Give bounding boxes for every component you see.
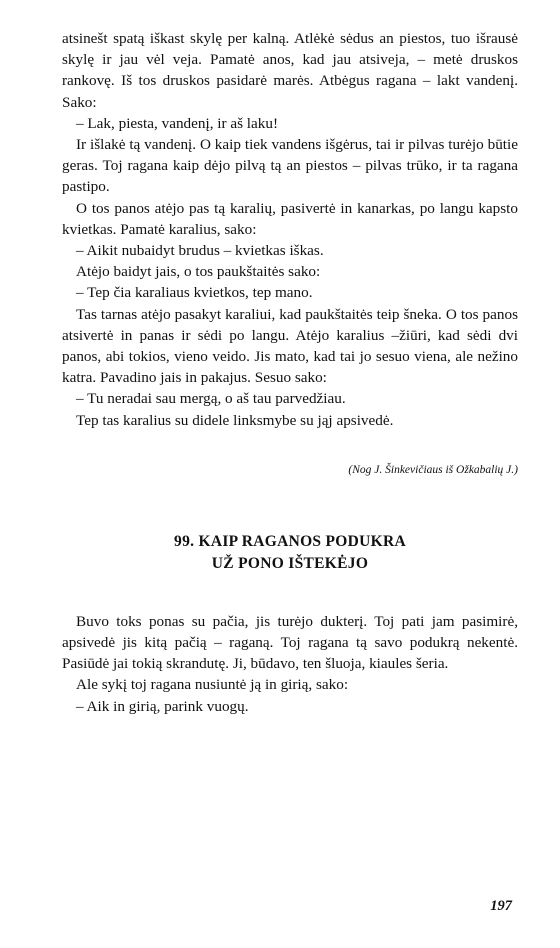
paragraph: – Tu neradai sau mergą, o aš tau parvedžiau. (76, 390, 346, 408)
paragraph: – Lak, piesta, vandenį, ir aš laku! (76, 114, 279, 132)
paragraph: Ale sykį toj ragana nusiuntė ją in girią, sako: (76, 676, 349, 694)
paragraph: O tos panos atėjo pas tą karalių, pasivertė in kanarkas, po langu kapsto kvietkas. Pamatė karalius, sako: (62, 199, 518, 238)
paragraph: – Aikit nubaidyt brudus – kvietkas iškas. (76, 242, 324, 260)
story-title-line-1: 99. KAIP RAGANOS PODUKRA (174, 532, 406, 550)
book-page (62, 28, 518, 717)
paragraph: Atėjo baidyt jais, o tos paukštaitės sako: (76, 263, 321, 281)
paragraph: – Tep čia karaliaus kvietkos, tep mano. (76, 284, 313, 302)
paragraph: Buvo toks ponas su pačia, jis turėjo dukterį. Toj pati jam pasimirė, apsivedė jis kitą pačią – raganą. Toj ragana tą savo podukrą nekentė. Pasiūdė jai tokią skrandutę. Ji, būdavo, ten šluoja, kiaules šeria. (62, 612, 518, 673)
story-title (62, 531, 518, 575)
paragraph: Tep tas karalius su didele linksmybe su jąj apsivedė. (76, 411, 394, 429)
page-number: 197 (490, 898, 512, 914)
paragraph: Tas tarnas atėjo pasakyt karaliui, kad paukštaitės teip šneka. O tos panos atsivertė in panas ir sėdi po langu. Atėjo karalius –žiūri, kad sėdi dvi panos, abi tokios, vieno veido. Jis mato, kad tai jo sesuo viena, ale nežino katra. Pavadino jais in pakajus. Sesuo sako: (62, 305, 518, 387)
story-99-text (62, 611, 518, 717)
paragraph: – Aik in girią, parink vuogų. (76, 697, 249, 715)
paragraph: atsinešt spatą iškast skylę per kalną. Atlėkė sėdus an piestos, tuo išrausė skylę ir jau vėl veja. Pamatė anos, kad jau atsiveja, – metė druskos rankovę. Iš tos druskos pasidarė marės. Atbėgus ragana – lakt vandenį. Sako: (62, 30, 518, 111)
story-98-continuation (62, 28, 518, 479)
story-title-line-2: UŽ PONO IŠTEKĖJO (211, 554, 369, 572)
source-note: (Nog J. Šinkevičiaus iš Ožkabalių J.) (348, 463, 518, 476)
paragraph: Ir išlakė tą vandenį. O kaip tiek vandens išgėrus, tai ir pilvas turėjo būtie geras. Toj ragana kaip dėjo pilvą tą an piestos – pilvas trūko, ir ta ragana pastipo. (62, 136, 518, 196)
